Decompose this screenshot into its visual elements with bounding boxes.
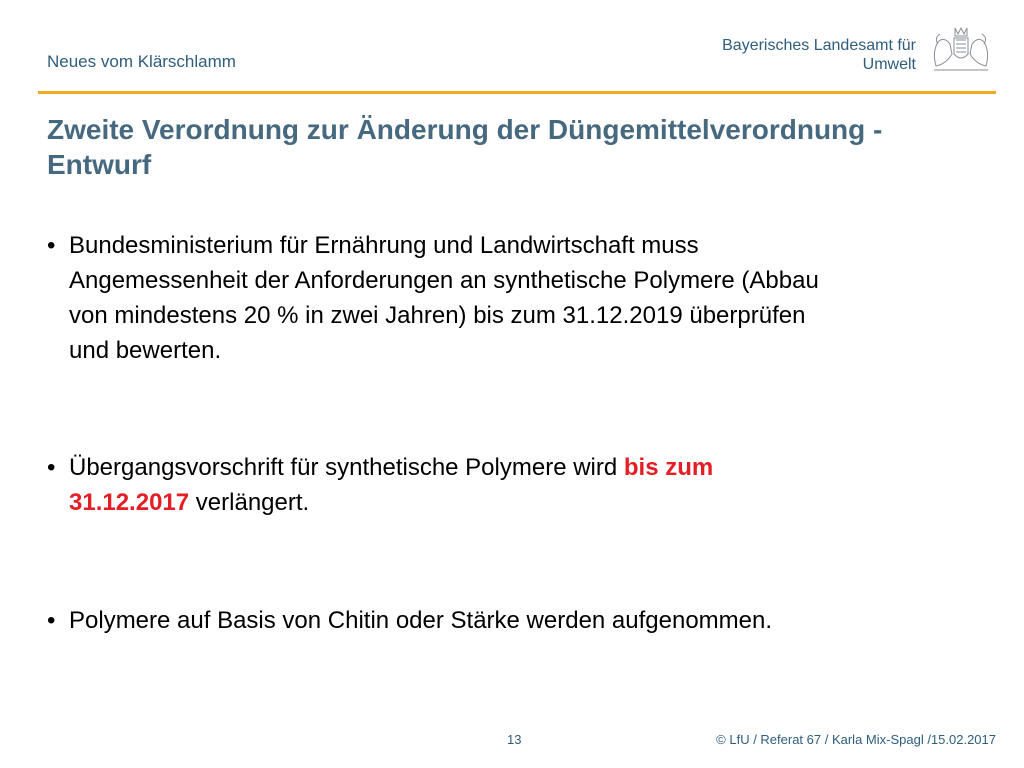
slide-title — [47, 112, 997, 182]
bullet-1-line-3: von mindestens 20 % in zwei Jahren) bis zum 31.12.2019 überprüfen — [69, 302, 806, 329]
bullet-item-1 — [47, 228, 947, 368]
organization-line-2: Umwelt — [862, 56, 916, 73]
bullet-glyph: • — [47, 607, 56, 634]
bullet-item-2 — [47, 450, 947, 520]
coat-of-arms-icon — [924, 24, 998, 74]
bullet-2-highlight-date-prefix: bis zum — [623, 454, 714, 481]
header-divider — [38, 91, 996, 94]
bullet-glyph: • — [47, 454, 56, 481]
slide-title-line-1: Zweite Verordnung zur Änderung der Düngemittelverordnung - — [47, 114, 883, 145]
bullet-glyph: • — [47, 232, 56, 259]
bullet-2-line-2 — [69, 485, 947, 520]
bullet-2-highlight-date: 31.12.2017 — [69, 489, 190, 516]
bullet-1-line-2: Angemessenheit der Anforderungen an synthetische Polymere (Abbau — [69, 267, 819, 294]
section-title: Neues vom Klärschlamm — [47, 52, 236, 71]
bullet-2-line-1 — [69, 450, 947, 485]
bullet-3-line-1: Polymere auf Basis von Chitin oder Stärke werden aufgenommen. — [69, 607, 773, 634]
organization-line-1: Bayerisches Landesamt für — [722, 37, 916, 54]
bullet-1-line-1: Bundesministerium für Ernährung und Landwirtschaft muss — [69, 232, 699, 259]
bullet-2-text: Übergangsvorschrift für synthetische Polymere wird — [69, 454, 624, 481]
page-number: 13 — [507, 732, 522, 747]
organization-name — [722, 36, 916, 74]
slide-title-line-2: Entwurf — [47, 149, 152, 180]
bullet-2-text-end: verlängert. — [189, 489, 310, 516]
bullet-item-3 — [47, 603, 947, 638]
footer-credit: © LfU / Referat 67 / Karla Mix-Spagl /15.02.2017 — [716, 732, 996, 747]
bullet-1-line-4: und bewerten. — [69, 337, 222, 364]
